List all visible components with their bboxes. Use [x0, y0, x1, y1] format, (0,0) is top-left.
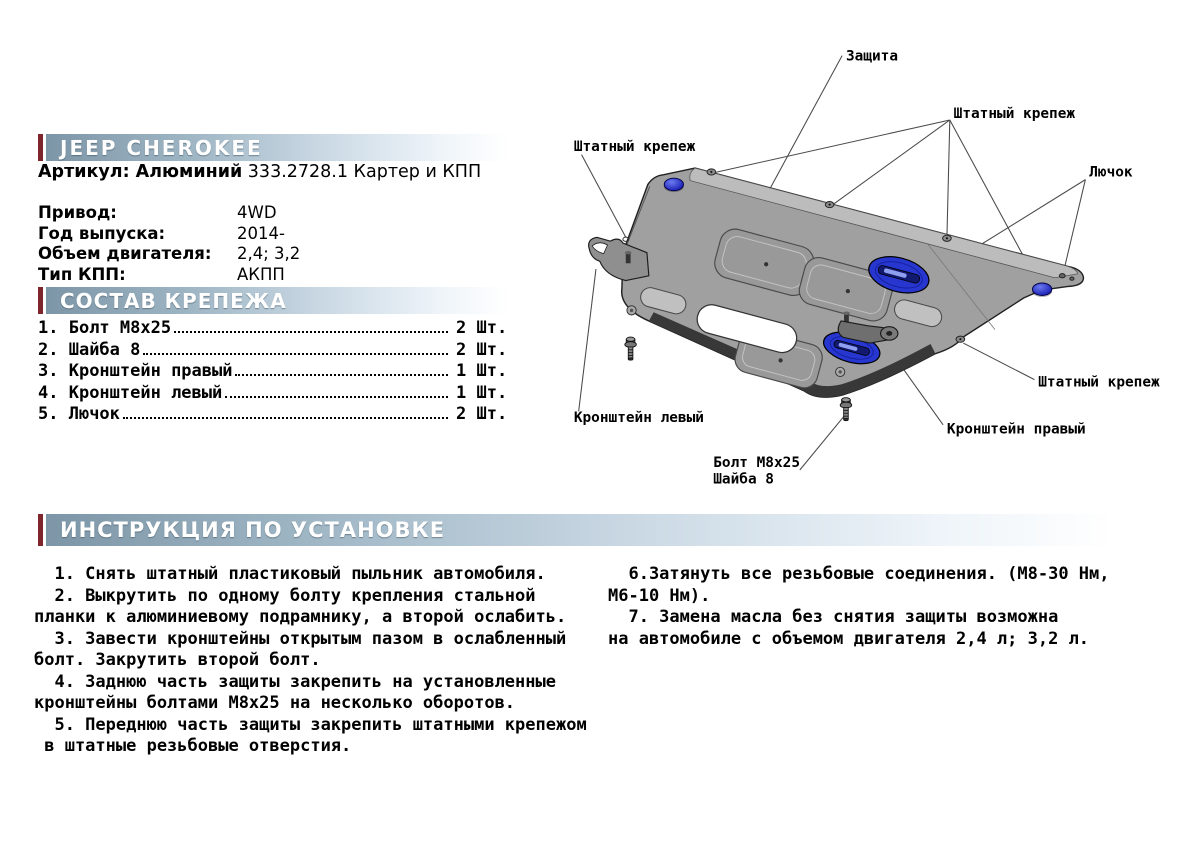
spec-row	[38, 244, 508, 265]
spec-value: 2,4; 3,2	[237, 244, 301, 263]
parts-header-bar	[38, 287, 508, 314]
dot-leader	[174, 331, 448, 333]
callout-kronshtein-right: Кронштейн правый	[946, 421, 1086, 438]
instruction-line: 7. Замена масла без снятия защиты возможна	[608, 607, 1059, 627]
part-name: Кронштейн правый	[68, 361, 233, 382]
list-item	[38, 361, 514, 383]
instruction-line: планки к алюминиевому подрамнику, а второй ослабить.	[34, 607, 567, 627]
dot-leader	[235, 374, 448, 376]
callout-kronshtein-left: Кронштейн левый	[573, 409, 704, 426]
spec-value: 4WD	[237, 203, 277, 222]
spec-value: АКПП	[237, 264, 285, 284]
spec-label: Привод:	[38, 203, 117, 222]
instruction-line: 3. Завести кронштейны открытым пазом в ослабленный	[34, 628, 567, 649]
part-qty: 2 Шт.	[456, 404, 508, 425]
part-name: Шайба 8	[68, 339, 141, 360]
part-num: 2.	[38, 339, 69, 360]
spec-row	[38, 224, 508, 245]
part-name: Болт М8х25	[68, 318, 172, 338]
article-value: 333.2728.1 Картер и КПП	[242, 162, 482, 182]
instructions-right-column	[608, 564, 1168, 650]
instruction-line: кронштейны болтами М8х25 на несколько оборотов.	[34, 693, 516, 713]
part-num: 5.	[38, 404, 69, 425]
spec-table	[38, 203, 508, 285]
callout-bolt-m8x25: Болт М8х25	[713, 455, 801, 472]
callout-zashchita: Защита	[845, 48, 899, 65]
callout-lyuchok: Лючок	[1089, 164, 1133, 181]
red-accent-stripe	[38, 134, 43, 161]
dot-leader	[143, 353, 448, 355]
part-num: 3.	[38, 361, 69, 382]
callout-shtatny-krepezh-top: Штатный крепеж	[953, 106, 1076, 123]
instruction-line: 5. Переднюю часть защиты закрепить штатными крепежом	[34, 714, 587, 735]
article-label: Артикул: Алюминий	[38, 162, 243, 182]
instruction-line: на автомобиле с объемом двигателя 2,4 л; 3,2 л.	[608, 628, 1090, 649]
instruction-line: 2. Выкрутить по одному болту крепления стальной	[34, 585, 536, 606]
part-qty: 2 Шт.	[456, 339, 508, 360]
instructions-header-bar	[38, 514, 1160, 546]
callout-shtatny-krepezh-left: Штатный крепеж	[573, 138, 696, 155]
callout-shtatny-krepezh-bottom: Штатный крепеж	[1038, 374, 1160, 391]
spec-label: Год выпуска:	[38, 223, 166, 243]
factory-bolt-dome	[1032, 283, 1052, 297]
dot-leader	[123, 417, 448, 419]
article-line	[38, 162, 481, 182]
list-item	[38, 340, 514, 362]
instruction-line: болт. Закрутить второй болт.	[34, 650, 321, 670]
instruction-line: 4. Заднюю часть защиты закрепить на установленные	[34, 671, 556, 692]
part-name: Лючок	[68, 404, 120, 425]
spec-label: Тип КПП:	[38, 264, 126, 284]
parts-title: СОСТАВ КРЕПЕЖА	[60, 288, 287, 313]
bolt-m8x25-glyph	[840, 398, 852, 421]
part-qty: 1 Шт.	[456, 382, 508, 403]
spec-row	[38, 265, 508, 286]
red-accent-stripe	[38, 287, 43, 314]
list-item	[38, 318, 514, 340]
parts-list	[38, 318, 514, 426]
spec-row	[38, 203, 508, 224]
part-qty: 1 Шт.	[456, 361, 508, 382]
instruction-line: 6.Затянуть все резьбовые соединения. (М8-30 Нм,	[608, 564, 1110, 584]
part-num: 1.	[38, 318, 69, 338]
model-header-bar	[38, 134, 508, 161]
instruction-line: 1. Снять штатный пластиковый пыльник автомобиля.	[34, 564, 546, 584]
part-qty: 2 Шт.	[456, 318, 508, 338]
page-title: JEEP CHEROKEE	[60, 135, 263, 160]
callout-shayba-8: Шайба 8	[713, 471, 774, 488]
instructions-left-column	[34, 564, 610, 758]
list-item	[38, 383, 514, 405]
skid-plate-diagram	[540, 20, 1200, 520]
part-num: 4.	[38, 382, 69, 403]
instruction-line: М6-10 Нм).	[608, 585, 711, 606]
list-item	[38, 404, 514, 426]
instructions-title: ИНСТРУКЦИЯ ПО УСТАНОВКЕ	[60, 518, 446, 542]
spec-label: Объем двигателя:	[38, 244, 212, 263]
factory-bolt-dome	[664, 178, 684, 192]
spec-value: 2014-	[237, 223, 285, 243]
bolt-m8x25-glyph	[625, 337, 637, 360]
red-accent-stripe	[38, 514, 43, 546]
part-name: Кронштейн левый	[68, 382, 223, 403]
dot-leader	[225, 396, 448, 398]
instruction-line: в штатные резьбовые отверстия.	[34, 736, 352, 756]
